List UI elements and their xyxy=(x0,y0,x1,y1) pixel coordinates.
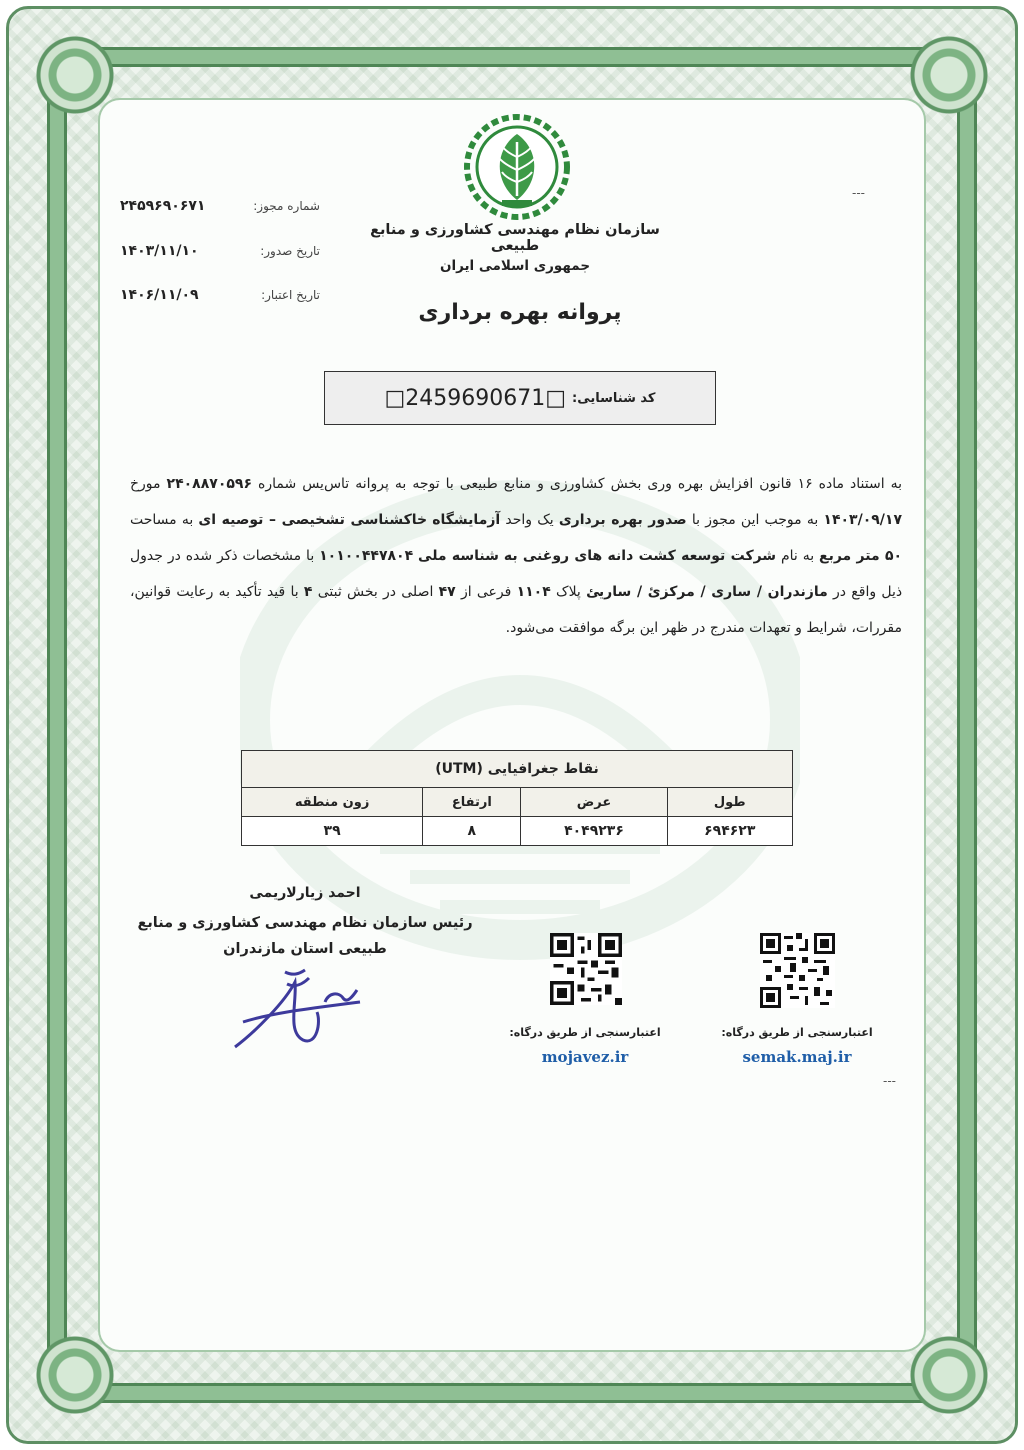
unit-word: یک واحد xyxy=(505,512,554,528)
expiry-date-row xyxy=(120,287,320,303)
by-this-permit: به موجب این مجوز با xyxy=(691,512,819,528)
utm-table-title: نقاط جغرافیایی (UTM) xyxy=(242,751,793,788)
id-code-box xyxy=(324,371,716,425)
organization-emblem-icon xyxy=(462,112,572,222)
issue-date-label: تاریخ صدور: xyxy=(260,244,320,258)
unit-name-b: خاکشناسی تشخیصی – توصیه ای xyxy=(198,512,428,528)
main-word: اصلی در بخش ثبتی xyxy=(317,584,434,600)
national-id-label: شناسه ملی xyxy=(418,548,499,564)
unit-name-a: آزمایشگاه xyxy=(432,512,501,528)
utm-value-altitude: ۸ xyxy=(423,817,521,846)
body-closing: با قید تأکید به رعایت قوانین، مقررات، شرایط و تعهدات مندرج در ظهر این برگه موافقت می‌شود. xyxy=(130,584,902,636)
mojavez-link[interactable]: mojavez.ir xyxy=(541,1048,629,1066)
signer-name: احمد زیارلاریمی xyxy=(249,885,361,901)
dash-mark-bottom: --- xyxy=(883,1074,896,1088)
utm-header-altitude: ارتفاع xyxy=(423,788,521,817)
permit-date: ۱۴۰۳/۰۹/۱۷ xyxy=(823,512,902,528)
utm-header-longitude: طول xyxy=(667,788,793,817)
semak-link[interactable]: semak.maj.ir xyxy=(742,1048,852,1066)
body-intro: به استناد ماده ۱۶ قانون افزایش بهره وری بخش کشاورزی و منابع طبیعی با توجه به پروانه تاس‌یس شماره xyxy=(258,476,903,492)
utm-table xyxy=(241,750,793,846)
sub-word: فرعی از xyxy=(460,584,512,600)
utm-value-latitude: ۴۰۴۹۲۳۶ xyxy=(521,817,667,846)
issue-date-row xyxy=(120,243,320,259)
license-body-text xyxy=(130,466,902,646)
id-code-value: □2459690671□ xyxy=(384,385,567,411)
utm-header-zone: زون منطقه xyxy=(242,788,423,817)
company-name: شرکت توسعه کشت دانه های روغنی به xyxy=(503,548,777,564)
signer-title: رئیس سازمان نظام مهندسی کشاورزی و منابع طبیعی استان مازندران xyxy=(137,915,473,957)
issuance-phrase: صدور بهره برداری xyxy=(558,512,687,528)
plaque-main-number: ۴۷ xyxy=(438,584,456,600)
id-code-label: کد شناسایی: xyxy=(572,390,656,406)
signature-icon xyxy=(225,962,375,1057)
qr-code-icon xyxy=(760,933,835,1008)
license-number-value: ۲۴۵۹۶۹۰۶۷۱ xyxy=(120,198,206,214)
plaque-sub-number: ۱۱۰۴ xyxy=(516,584,551,600)
expiry-date-value: ۱۴۰۶/۱۱/۰۹ xyxy=(120,287,199,303)
named-word: به نام xyxy=(780,548,815,564)
utm-header-latitude: عرض xyxy=(521,788,667,817)
utm-value-longitude: ۶۹۴۶۲۳ xyxy=(667,817,793,846)
issue-date-value: ۱۴۰۳/۱۱/۱۰ xyxy=(120,243,199,259)
document-title: پروانه بهره برداری xyxy=(418,300,622,325)
national-id: ۱۰۱۰۰۴۴۷۸۰۴ xyxy=(319,548,414,564)
plaque-word: پلاک xyxy=(556,584,581,600)
utm-value-zone: ۳۹ xyxy=(242,817,423,846)
qr-code-icon xyxy=(550,933,622,1005)
registry-section: ۴ xyxy=(303,584,313,600)
verify-label-mojavez: اعتبارسنجی از طریق درگاه: xyxy=(509,1026,661,1039)
specs-phrase: با مشخصات ذکر شده در جدول ذیل واقع در xyxy=(130,548,903,600)
expiry-date-label: تاریخ اعتبار: xyxy=(261,288,320,302)
verify-label-semak: اعتبارسنجی از طریق درگاه: xyxy=(721,1026,873,1039)
dated-word: مورخ xyxy=(130,476,161,492)
area-phrase: به مساحت xyxy=(130,512,194,528)
location: مازندران / ساری / مرکزئ / ساریئ xyxy=(586,584,828,600)
country-name: جمهوری اسلامی ایران xyxy=(439,258,591,274)
area-value: ۵۰ متر مربع xyxy=(819,548,903,564)
dash-mark-top: --- xyxy=(852,186,865,200)
license-number-label: شماره مجوز: xyxy=(253,199,320,213)
organization-name: سازمان نظام مهندسی کشاورزی و منابع طبیعی xyxy=(370,222,660,254)
permit-number: ۲۴۰۸۸۷۰۵۹۶ xyxy=(166,476,252,492)
license-number-row xyxy=(120,198,320,214)
